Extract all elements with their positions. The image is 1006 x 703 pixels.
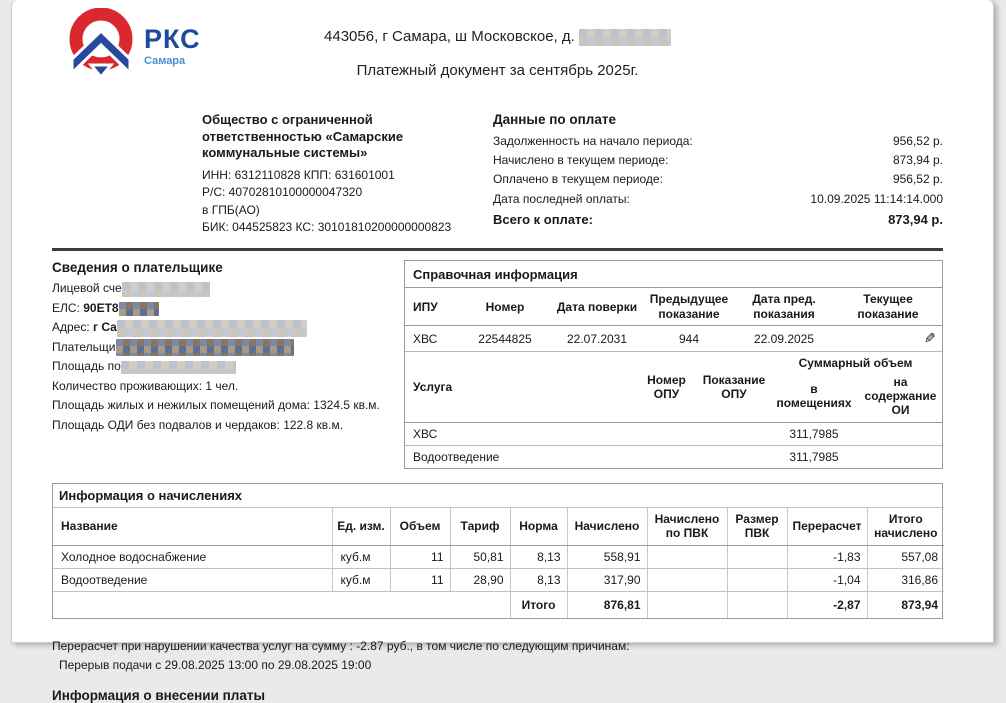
meter-header-row: ИПУ Номер Дата поверки Предыдущее показание Дата пред. показания Текущее показание [405,288,942,325]
services-header-row: Услуга Номер ОПУ Показание ОПУ Суммарный объем [405,352,942,370]
payer-account-line: Лицевой сче [52,279,396,298]
document-header [52,0,943,102]
charges-row-sewage: Водоотведение куб.м 11 28,90 8,13 317,90 -1,04 316,86 [53,569,944,592]
rks-logo-icon [66,8,136,85]
company-inn-kpp: ИНН: 6312110828 КПП: 631601001 [202,167,395,182]
charges-title-row [53,484,944,508]
redacted-payer-name [116,339,294,356]
services-table [405,352,942,468]
payer-address-line: Адрес: г Са [52,318,396,337]
redacted-account [122,282,210,297]
payment-row-last-date: Дата последней оплаты: 10.09.2025 11:14:14.000 [493,191,943,206]
meter-row-hvs: ХВС 22544825 22.07.2031 944 22.09.2025 ✎ [405,326,942,352]
company-account: Р/С: 40702810100000047320 [202,185,363,200]
payment-total-row: Всего к оплате: 873,94 р. [493,210,943,231]
payer-els-line: ЕЛС: 90ET8 [52,299,396,318]
charges-total-row: Итого 876,81 -2,87 873,94 [53,592,944,619]
payer-area-line: Площадь по [52,357,396,376]
edit-reading-icon[interactable]: ✎ [924,330,936,347]
reference-info-title: Справочная информация [405,261,942,288]
payer-odi-area-line: Площадь ОДИ без подвалов и чердаков: 122.8 кв.м. [52,417,344,432]
payment-row-accrued: Начислено в текущем периоде: 873,94 р. [493,153,943,168]
logo-brand-label: РКС [144,24,201,54]
rks-logo-text [144,26,201,67]
charges-table [52,483,943,620]
redacted-address [117,320,307,337]
document-page [11,0,994,703]
meter-table [405,288,942,352]
redacted-els [119,302,159,316]
summary-volume-group-header: Суммарный объем [798,356,913,371]
payer-house-area-line: Площадь жилых и нежилых помещений дома: 1324.5 кв.м. [52,398,380,413]
payment-total-value: 873,94 р. [888,211,943,227]
payer-name-line: Плательщи [52,338,396,357]
services-row-sewage: Водоотведение 311,7985 [413,449,839,464]
company-bank: в ГПБ(АО) [202,202,260,217]
logo-city-label: Самара [144,55,186,67]
company-details [202,112,492,236]
payer-details-panel [52,260,396,468]
payment-data-title: Данные по оплате [493,112,616,127]
redacted-area [121,361,236,374]
payer-details-title: Сведения о плательщике [52,260,223,276]
charges-row-cold-water: Холодное водоснабжение куб.м 11 50,81 8,13 558,91 -1,83 557,08 [53,546,944,569]
charges-total-label: Итого [510,592,567,619]
rks-logo [66,8,201,85]
charges-header-row: Название Ед. изм. Объем Тариф Норма Начислено Начислено по ПВК Размер ПВК Перерасчет Итого начислено [53,507,944,546]
company-bik-ks: БИК: 044525823 КС: 30101810200000000823 [202,220,452,235]
charges-title: Информация о начислениях [53,484,944,508]
redacted-house-number [579,29,671,46]
recalculation-line-1: Перерасчет при нарушении качества услуг на сумму : -2.87 руб., в том числе по следующим причинам: [52,639,630,654]
payment-row-paid: Оплачено в текущем периоде: 956,52 р. [493,172,943,187]
section-divider [52,248,943,251]
document-title: Платежный документ за сентябрь 2025г. [356,62,639,79]
payment-data-panel [493,112,943,236]
recalculation-line-2: Перерыв подачи с 29.08.2025 13:00 по 29.08.2025 19:00 [59,657,372,672]
services-subheader-row: в помещениях на содержание ОИ [405,371,942,423]
company-name: Общество с ограниченной ответственностью «Самарские коммунальные системы» [202,112,404,161]
payment-info-section-title: Информация о внесении платы [52,687,266,703]
document-address-line: 443056, г Самара, ш Московское, д. [52,20,943,54]
services-row-hvs: ХВС 311,7985 [405,422,942,445]
reference-info-table [404,260,943,468]
payment-row-debt: Задолженность на начало периода: 956,52 р. [493,134,943,148]
payer-residents-line: Количество проживающих: 1 чел. [52,378,239,393]
